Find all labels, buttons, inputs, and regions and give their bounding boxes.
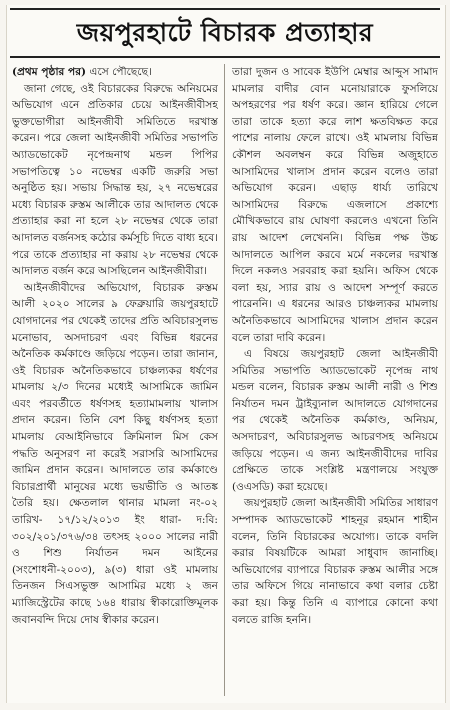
continuation-label: (প্রথম পৃষ্ঠার পর) (12, 66, 87, 78)
article-paragraph: জানা গেছে, ওই বিচারকের বিরুদ্ধে অনিয়মের অভিযোগ এনে প্রতিকার চেয়ে আইনজীবীসহ ভুক্তভোগীরা আইনজীবী সমিতিতে দরখাস্ত করেন। পরে জেলা আইনজীবী সমিতির সভাপতি অ্যাডভোকেট নৃপেন্দ্রনাথ মন্ডল পিপির সভাপতিত্বে ১০ নভেম্বর একটি জরুরি সভা অনুষ্ঠিত হয়। সভায় সিদ্ধান্ত হয়, ২৭ নভেম্বরের মধ্যে বিচারক রুস্তম আলীকে তার আদালত থেকে প্রত্যাহার করা না হলে ২৮ নভেম্বর থেকে তারা আদালত বর্জনসহ কঠোর কর্মসূচি দিতে বাধ্য হবে। পরে তাকে প্রত্যাহার না করায় ২৮ নভেম্বর থেকে আদালত বর্জন করে আসছিলেন আইনজীবীরা। (12, 82, 218, 278)
article-paragraph: তারা দুজন ও সাবেক ইউপি মেম্বার আব্দুস সামাদ মামলার বাদীর বোন মনোয়ারাকে ফুসলিয়ে অপহরণের পর ধর্ষণ করে। জ্ঞান হারিয়ে গেলে তারা তাকে হত্যা করে লাশ ক্ষতবিক্ষত করে পাশের নালায় ফেলে রাখে। ওই মামলায় বিভিন্ন কৌশল অবলম্বন করে বিভিন্ন অজুহাতে আসামিদের খালাস প্রদান করেন বলেও তারা অভিযোগ করেন। এছাড় ধার্য্য তারিখে আসামিদের বিরুদ্ধে এজলাসে প্রকাশ্যে মৌখিকভাবে রায় ঘোষণা করলেও এখনো তিনি রায় আদেশ লেখেননি। বিভিন্ন পক্ষ উচ্চ আদালতে আপিল করবে মর্মে নকলের দরখাস্ত দিলে নকলও সরবরাহ করা হয়নি। অফিস থেকে বলা হয়, স্যার রায় ও আদেশ সম্পূর্ণ করতে পারেননি। এ ধরনের আরও চাঞ্চল্যকর মামলায় অনৈতিকভাবে আসামিদের খালাস প্রদান করেন বলে তারা দাবি করেন। (232, 66, 438, 344)
article-column-left (12, 64, 218, 700)
article-paragraph: আইনজীবীদের অভিযোগ, বিচারক রুস্তম আলী ২০২০ সালের ৯ ফেব্রুয়ারি জয়পুরহাটে যোগদানের পর থেকেই তাদের প্রতি অবিচারসুলভ মনোভাব, অসদাচরণ এবং বিভিন্ন ধরনের অনৈতিক কর্মকাণ্ডে জড়িয়ে পড়েন। তারা জানান, ওই বিচারক অনৈতিকভাবে চাঞ্চল্যকর ধর্ষণের মামলায় ২/৩ দিনের মধ্যেই আসামিকে জামিন এবং পরবর্তীতে ধর্ষণসহ হত্যামামলায় খালাস প্রদান করেন। তিনি বেশ কিছু ধর্ষণসহ হত্যা মামলায় বেআইনিভাবে ক্রিমিনাল মিস কেস পদ্ধতি অনুসরণ না করেই সরাসরি আসামিদের জামিন প্রদান করেন। আদালতে তার কর্মকাণ্ডে বিচারপ্রার্থী মানুষের মধ্যে ভয়ভীতি ও আতঙ্ক তৈরি হয়। ক্ষেতলাল থানার মামলা নং-০২ তারিখ- ১৭/১২/২০১৩ ইং ধারা- দ:বি: ৩০২/২০১/৩৭৬/৩৪ তৎসহ ২০০০ সালের নারী ও শিশু নির্যাতন দমন আইনের (সংশোধনী-২০০৩), ৯(৩) ধারা ওই মামলায় তিনজন সিএসভুক্ত আসামির মধ্যে ২ জন ম্যাজিস্ট্রেটের কাছে ১৬৪ ধারায় স্বীকারোক্তিমূলক জবানবন্দি দিয়ে দোষ স্বীকার করেন। (12, 281, 218, 626)
article-paragraph (12, 64, 218, 81)
article-column-right (232, 64, 438, 700)
column-divider (224, 64, 225, 696)
article-paragraph: জয়পুরহাট জেলা আইনজীবী সমিতির সাধারণ সম্পাদক অ্যাডভোকেট শাহনূর রহমান শাহীন বলেন, তিনি বিচারকের অযোগ্য। তাকে বদলি করার বিষয়টিকে আমরা সাধুবাদ জানাচ্ছি। অভিযোগের ব্যাপারে বিচারক রুস্তম আলীর সঙ্গে তার অফিসে গিয়ে নানাভাবে কথা বলার চেষ্টা করা হয়। কিন্তু তিনি এ ব্যাপারে কোনো কথা বলতে রাজি হননি। (232, 497, 438, 626)
lead-text: এসে পৌছেছে। (86, 66, 152, 78)
article-paragraph: এ বিষয়ে জয়পুরহাট জেলা আইনজীবী সমিতির সভাপতি অ্যাডভোকেট নৃপেন্দ্র নাথ মন্ডল বলেন, বিচারক রুস্তম আলী নারী ও শিশু নির্যাতন দমন ট্রাইব্যুনাল আদালতে যোগদানের পর থেকেই অনৈতিক কর্মকাণ্ড, অনিয়ম, অসদাচরণ, অবিচারসুলভ আচরণসহ অনিয়মে জড়িয়ে পড়েন। এ জন্য আইনজীবীদের দাবির প্রেক্ষিতে তাকে সংশ্লিষ্ট মন্ত্রণালয়ে সংযুক্ত (ওএসডি) করা হয়েছে। (232, 348, 438, 493)
headline: জয়পুরহাটে বিচারক প্রত্যাহার (10, 8, 440, 58)
